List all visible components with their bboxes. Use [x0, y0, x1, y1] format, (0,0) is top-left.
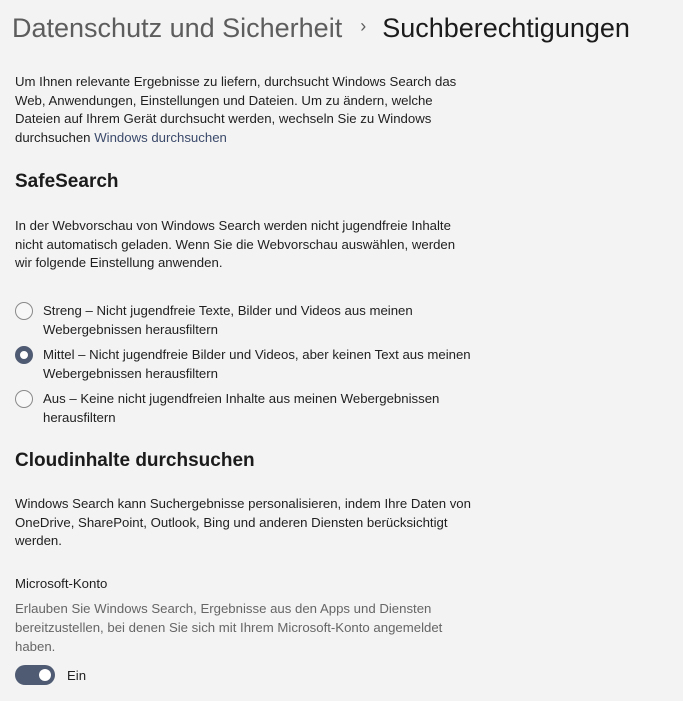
radio-button-icon[interactable]	[15, 302, 33, 320]
radio-label: Mittel – Nicht jugendfreie Bilder und Videos, aber keinen Text aus meinen Webergebnissen herausfiltern	[43, 347, 471, 381]
radio-mittel[interactable]	[15, 346, 475, 383]
safesearch-title: SafeSearch	[15, 171, 119, 192]
radio-button-selected-icon[interactable]	[15, 346, 33, 364]
radio-label: Aus – Keine nicht jugendfreien Inhalte aus meinen Webergebnissen herausfiltern	[43, 391, 440, 425]
windows-search-link[interactable]: Windows durchsuchen	[94, 129, 227, 145]
safesearch-description: In der Webvorschau von Windows Search werden nicht jugendfreie Inhalte nicht automatisch geladen. Wenn Sie die Webvorschau auswählen, werden wir folgende Einstellung anwenden.	[15, 218, 456, 271]
toggle-knob	[39, 669, 51, 681]
microsoft-account-toggle-row	[15, 665, 86, 685]
intro-description: Um Ihnen relevante Ergebnisse zu liefern, durchsucht Windows Search das Web, Anwendungen, Einstellungen und Dateien. Um zu ändern, welche Dateien auf Ihrem Gerät durchsucht werden, wechseln Sie zu Windows durchsuchen	[15, 74, 457, 145]
intro-text	[15, 73, 475, 147]
microsoft-account-label: Microsoft-Konto	[15, 576, 108, 591]
toggle-state-label: Ein	[67, 667, 87, 683]
cloud-title: Cloudinhalte durchsuchen	[15, 450, 255, 471]
radio-label: Streng – Nicht jugendfreie Texte, Bilder und Videos aus meinen Webergebnissen herausfiltern	[43, 303, 413, 337]
breadcrumb-parent-link[interactable]: Datenschutz und Sicherheit	[12, 13, 343, 43]
cloud-description: Windows Search kann Suchergebnisse personalisieren, indem Ihre Daten von OneDrive, SharePoint, Outlook, Bing und anderen Diensten berücksichtigt werden.	[15, 496, 471, 549]
microsoft-account-description: Erlauben Sie Windows Search, Ergebnisse aus den Apps und Diensten bereitzustellen, bei denen Sie sich mit Ihrem Microsoft-Konto angemeldet haben.	[15, 601, 443, 654]
breadcrumb	[12, 10, 630, 46]
microsoft-account-toggle[interactable]	[15, 665, 55, 685]
radio-streng[interactable]	[15, 302, 475, 339]
page-title: Suchberechtigungen	[382, 13, 630, 43]
radio-aus[interactable]	[15, 390, 475, 427]
chevron-right-icon: ›	[360, 16, 367, 36]
radio-button-icon[interactable]	[15, 390, 33, 408]
